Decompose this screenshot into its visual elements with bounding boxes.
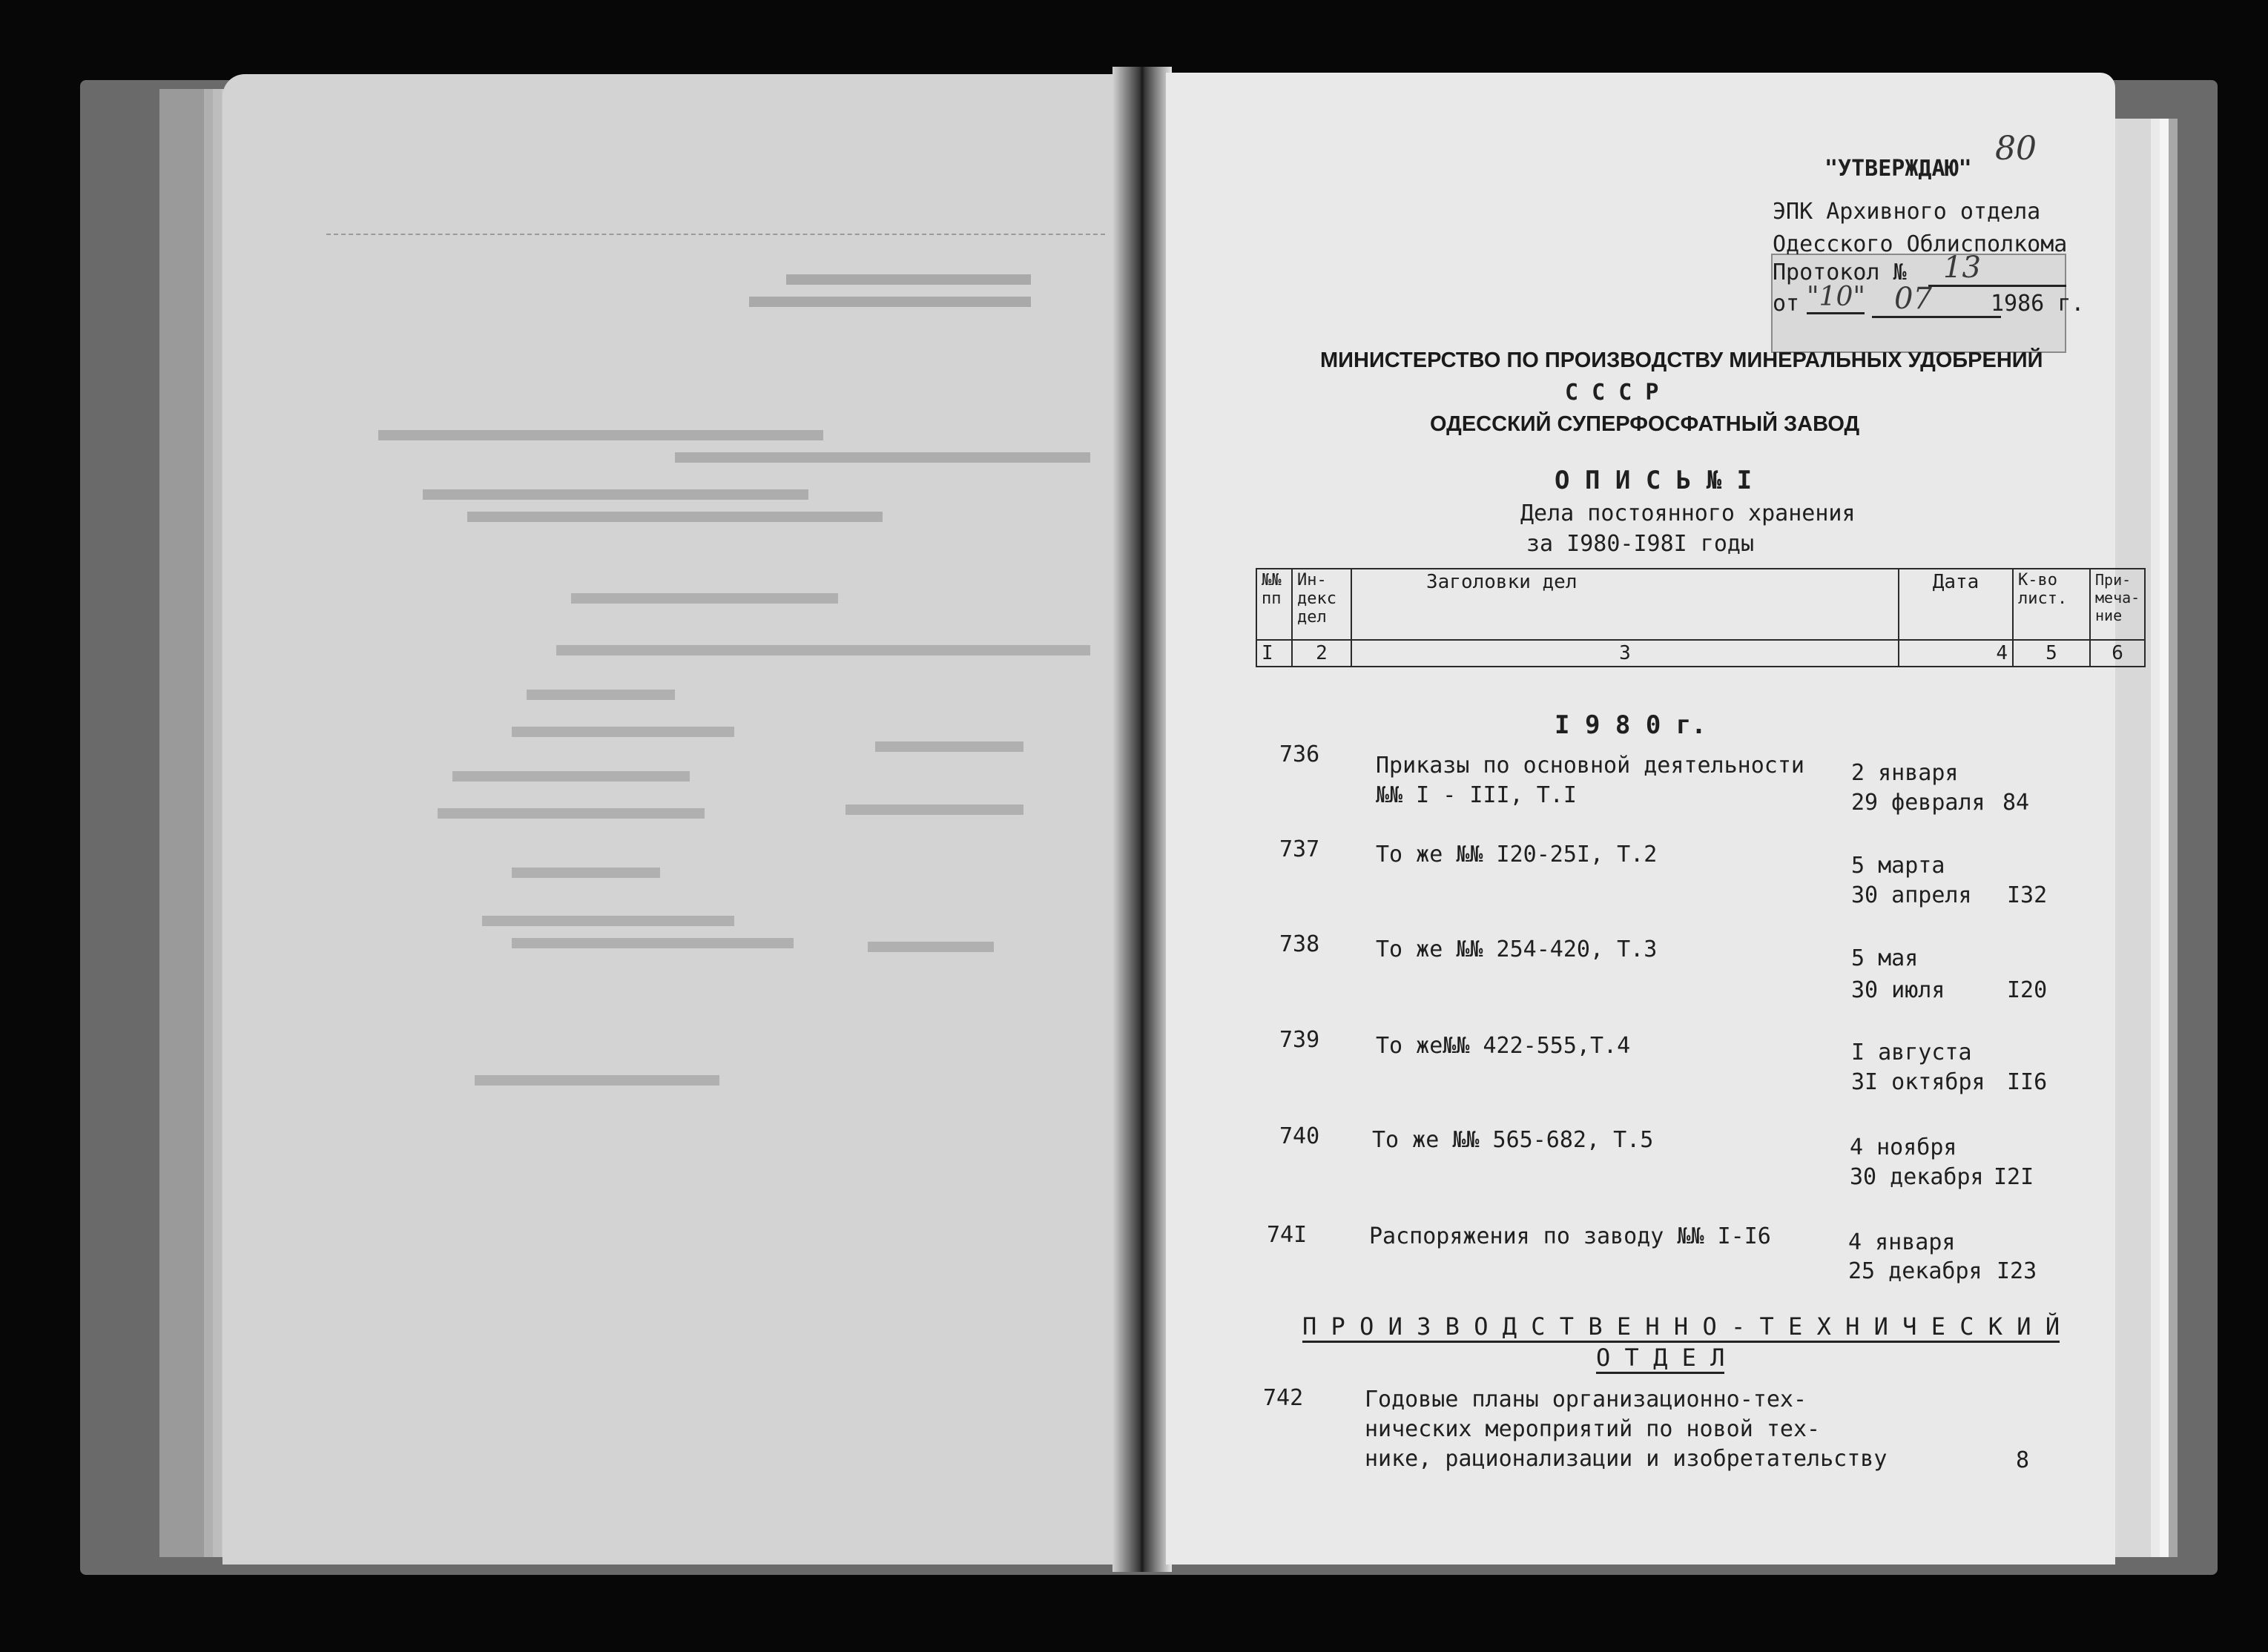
entry-date-end: 25 декабря <box>1848 1258 1982 1284</box>
entry-sheets: II6 <box>2007 1069 2048 1095</box>
approval-date-prefix: от <box>1773 291 1800 317</box>
col-num-1: I <box>1256 640 1292 667</box>
entry-number: 739 <box>1279 1027 1320 1053</box>
col-header-date: Дата <box>1899 569 2013 640</box>
entry-date-start: 4 ноября <box>1850 1134 1957 1160</box>
approval-date-day: "10" <box>1807 282 1865 314</box>
entry-number: 740 <box>1279 1123 1320 1149</box>
col-header-notes: При- меча- ние <box>2090 569 2145 640</box>
ministry-title: МИНИСТЕРСТВО ПО ПРОИЗВОДСТВУ МИНЕРАЛЬНЫХ УДОБРЕНИЙ <box>1320 348 2043 372</box>
col-num-6: 6 <box>2090 640 2145 667</box>
entry-title-2: нических мероприятий по новой тех- <box>1365 1416 1821 1442</box>
entry-sheets: I20 <box>2007 977 2048 1003</box>
entry-sheets: 84 <box>2002 790 2030 816</box>
approval-heading: "УТВЕРЖДАЮ" <box>1824 156 1972 182</box>
entry-date-start: 2 января <box>1851 760 1959 786</box>
entry-sheets: I23 <box>1997 1258 2037 1284</box>
entry-title-1: Годовые планы организационно-тех- <box>1365 1387 1807 1413</box>
protocol-number: 13 <box>1928 251 2066 287</box>
left-page <box>222 74 1135 1565</box>
col-num-3: 3 <box>1351 640 1899 667</box>
entry-title-1: Приказы по основной деятельности <box>1376 753 1804 779</box>
inventory-table-header <box>1256 568 2146 667</box>
entry-title-1: То же №№ 254-420, Т.3 <box>1376 936 1658 962</box>
entry-date-end: 30 июля <box>1851 977 1945 1003</box>
entry-date-end: 30 декабря <box>1850 1164 1984 1190</box>
year-heading: I 9 8 0 г. <box>1555 710 1707 740</box>
plant-title: ОДЕССКИЙ СУПЕРФОСФАТНЫЙ ЗАВОД <box>1430 412 1860 436</box>
sheet-number: 80 <box>1995 130 2037 168</box>
approval-line-2: Одесского Облисполкома <box>1773 231 2068 257</box>
col-num-2: 2 <box>1292 640 1351 667</box>
col-header-titles: Заголовки дел <box>1351 569 1899 640</box>
col-num-5: 5 <box>2013 640 2090 667</box>
entry-date-end: 29 февраля <box>1851 790 1985 816</box>
entry-number: 737 <box>1279 836 1320 862</box>
section-heading-2: О Т Д Е Л <box>1596 1344 1724 1374</box>
entry-title-1: Распоряжения по заводу №№ I-I6 <box>1369 1223 1771 1249</box>
entry-number: 74I <box>1267 1222 1308 1248</box>
approval-line-1: ЭПК Архивного отдела <box>1773 199 2041 225</box>
entry-title-1: То же№№ 422-555,Т.4 <box>1376 1033 1631 1059</box>
entry-title-1: То же №№ I20-25I, Т.2 <box>1376 842 1658 868</box>
col-header-index: Ин- декс дел <box>1292 569 1351 640</box>
entry-sheets: 8 <box>2016 1447 2030 1473</box>
country-title: С С С Р <box>1565 380 1659 406</box>
entry-title-3: нике, рационализации и изобретательству <box>1365 1446 1888 1472</box>
entry-sheets: I32 <box>2007 882 2048 908</box>
entry-number: 742 <box>1263 1385 1304 1411</box>
entry-number: 736 <box>1279 741 1320 767</box>
entry-date-end: 30 апреля <box>1851 882 1972 908</box>
protocol-label: Протокол № <box>1773 260 1907 285</box>
entry-date-start: 5 мая <box>1851 945 1919 971</box>
col-header-number: №№ пп <box>1256 569 1292 640</box>
inventory-title: О П И С Ь № I <box>1555 466 1753 495</box>
book-gutter <box>1112 67 1172 1572</box>
entry-date-start: I августа <box>1851 1040 1972 1065</box>
col-num-4: 4 <box>1899 640 2013 667</box>
entry-number: 738 <box>1279 931 1320 957</box>
inventory-subtitle-2: за I980-I98I годы <box>1526 531 1755 557</box>
left-page-edges <box>159 89 204 1557</box>
entry-date-end: 3I октября <box>1851 1069 1985 1095</box>
entry-title-1: То же №№ 565-682, Т.5 <box>1372 1127 1654 1153</box>
entry-date-start: 5 марта <box>1851 853 1945 879</box>
approval-date-year: 1986 г. <box>1991 291 2085 317</box>
bleed-through-text <box>222 74 1135 1565</box>
entry-sheets: I2I <box>1994 1164 2034 1190</box>
col-header-sheets: К-во лист. <box>2013 569 2090 640</box>
section-heading-1: П Р О И З В О Д С Т В Е Н Н О - Т Е Х Н И Ч Е С К И Й <box>1302 1312 2060 1343</box>
entry-date-start: 4 января <box>1848 1229 1956 1255</box>
approval-date-month: 07 <box>1872 282 2001 318</box>
entry-title-2: №№ I - III, Т.I <box>1376 782 1577 808</box>
inventory-subtitle-1: Дела постоянного хранения <box>1520 500 1856 526</box>
